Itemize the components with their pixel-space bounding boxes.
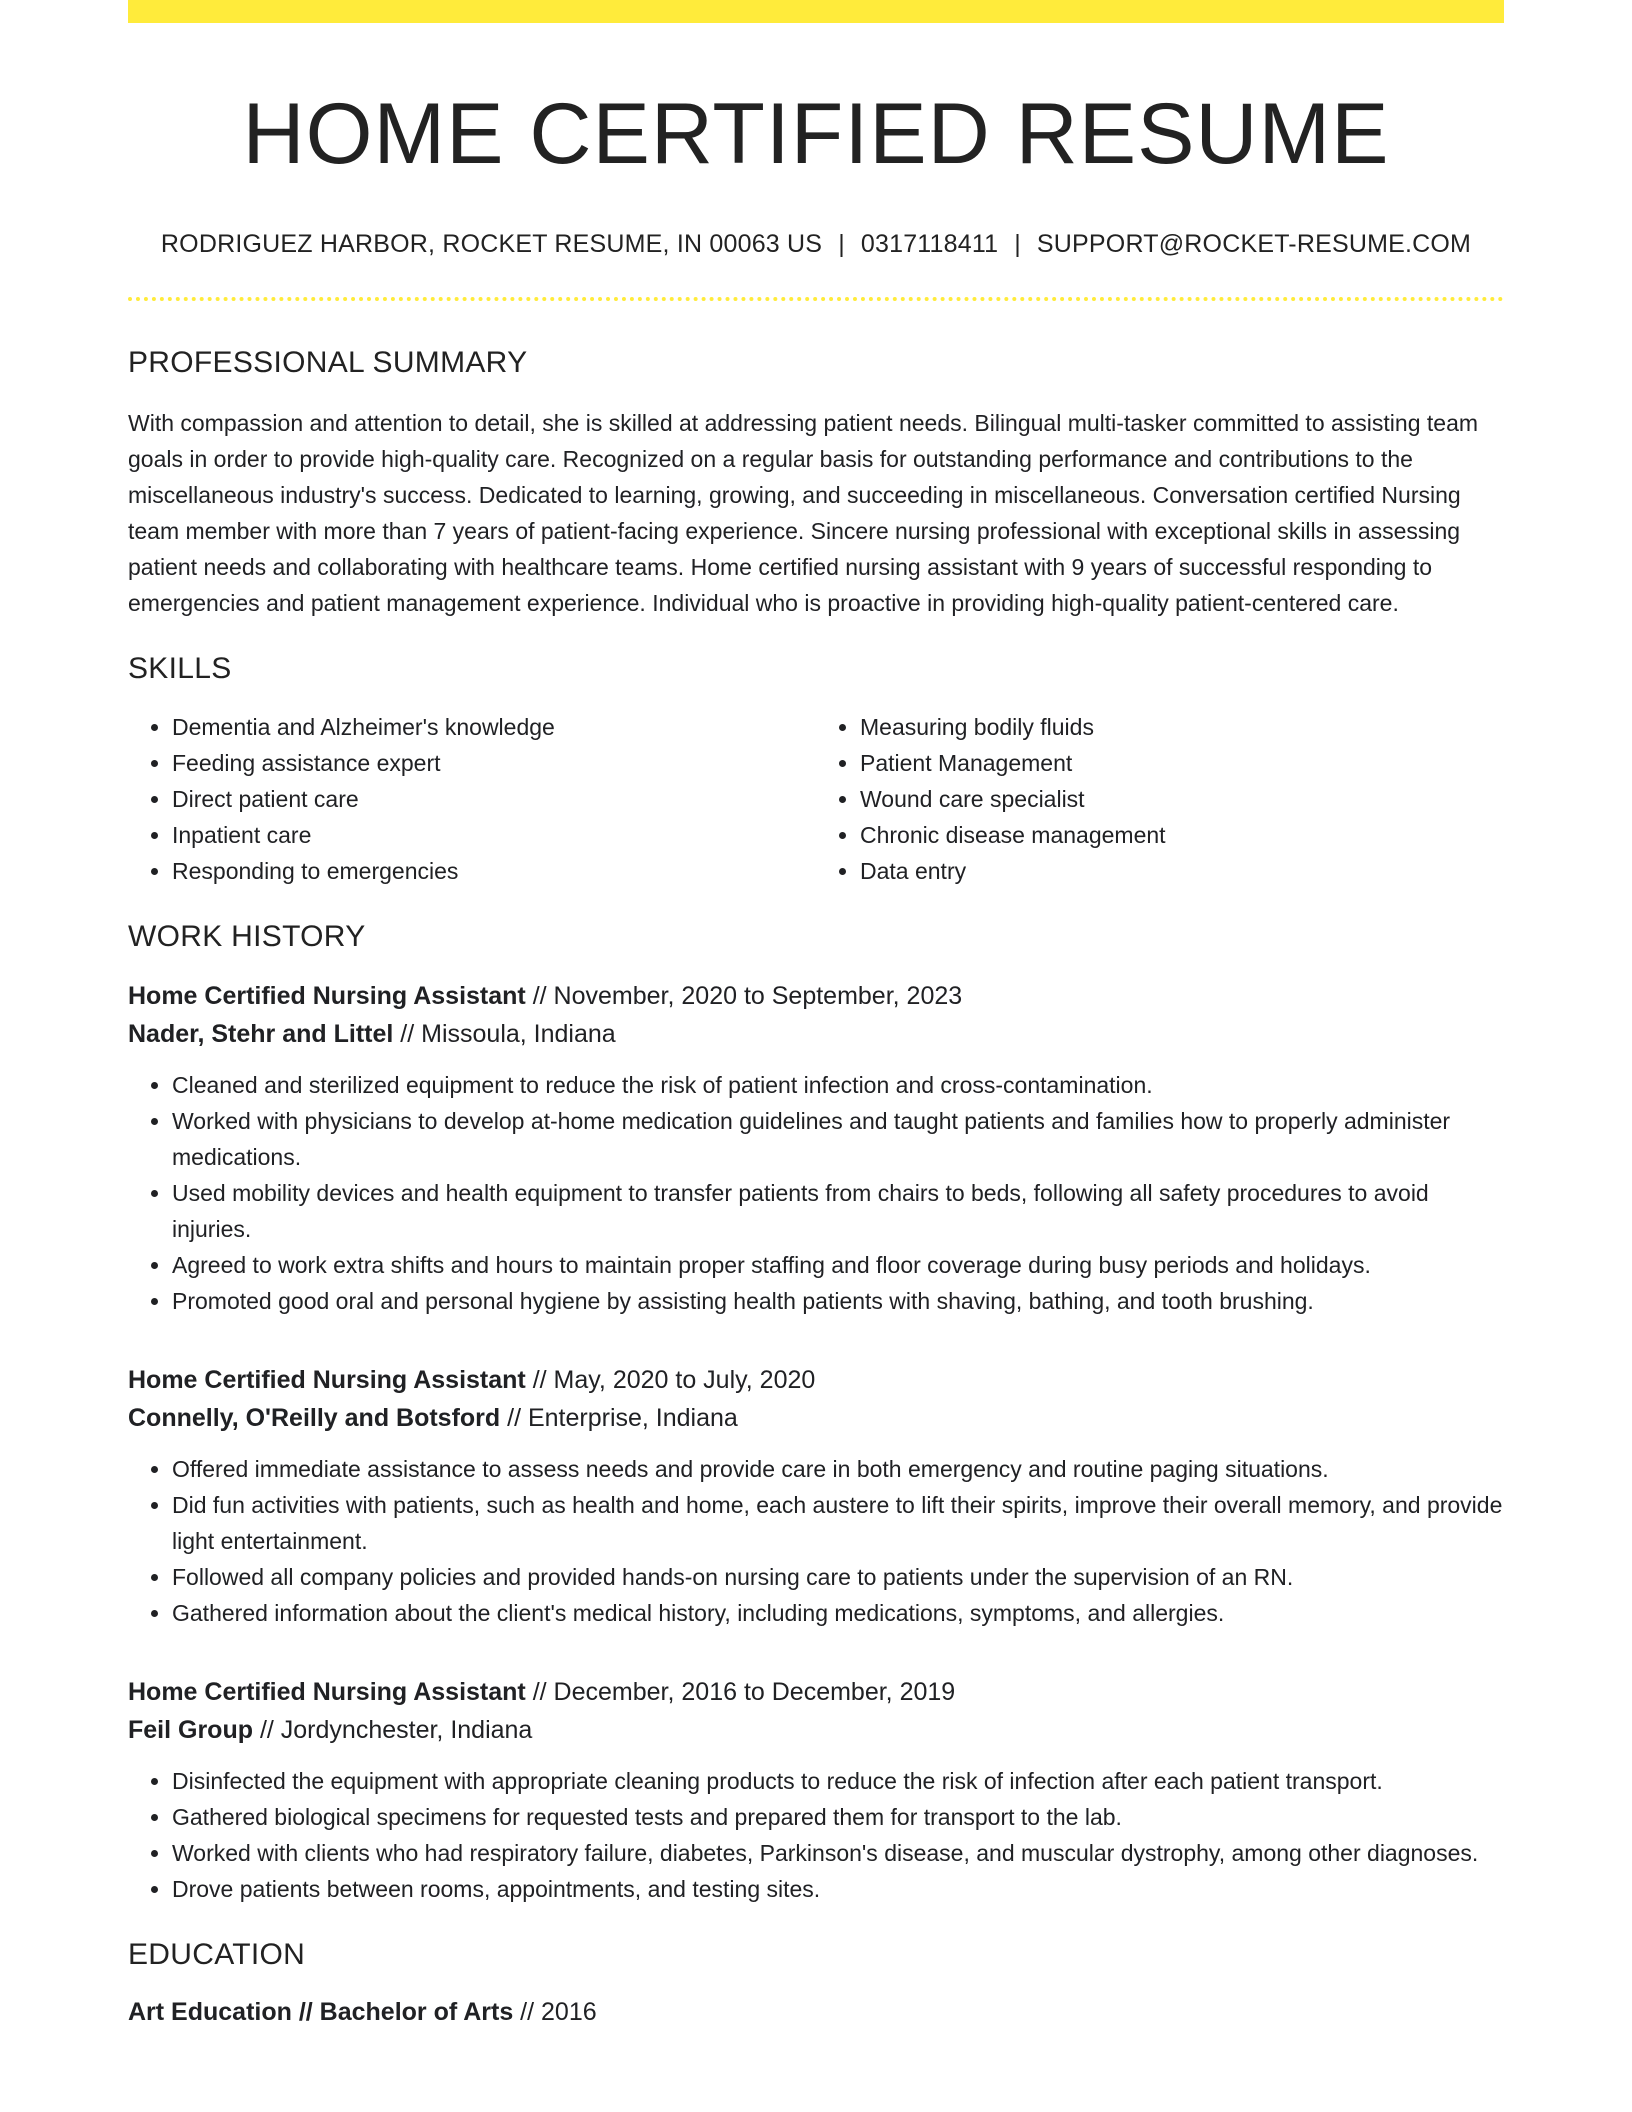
- job-location: // Enterprise, Indiana: [500, 1404, 738, 1433]
- job-dates: // December, 2016 to December, 2019: [525, 1678, 956, 1707]
- dotted-divider: [128, 297, 1504, 301]
- skill-item: • Patient Management: [860, 745, 1504, 781]
- job-role: Home Certified Nursing Assistant: [128, 1678, 526, 1707]
- job-bullet: • Gathered biological specimens for requested tests and prepared them for transport to the lab.: [172, 1799, 1504, 1835]
- skill-item: • Dementia and Alzheimer's knowledge: [172, 709, 816, 745]
- job-bullet: • Agreed to work extra shifts and hours to maintain proper staffing and floor coverage during busy periods and holidays.: [172, 1247, 1504, 1283]
- contact-separator: |: [1014, 230, 1021, 259]
- contact-phone: 0317118411: [860, 230, 999, 259]
- job-bullet: • Used mobility devices and health equipment to transfer patients from chairs to beds, following all safety procedures to avoid injuries.: [172, 1175, 1504, 1247]
- job-bullet: • Promoted good oral and personal hygiene by assisting health patients with shaving, bathing, and tooth brushing.: [172, 1283, 1504, 1319]
- job-bullet: • Cleaned and sterilized equipment to reduce the risk of patient infection and cross-contamination.: [172, 1067, 1504, 1103]
- skill-item: • Wound care specialist: [860, 781, 1504, 817]
- job-bullets: [128, 1451, 1504, 1631]
- job-bullet: • Did fun activities with patients, such as health and home, each austere to lift their spirits, improve their overall memory, and provide light entertainment.: [172, 1487, 1504, 1559]
- resume-title: HOME CERTIFIED RESUME: [242, 86, 1390, 182]
- contact-separator: |: [838, 230, 845, 259]
- job-bullet: • Gathered information about the client's medical history, including medications, symptoms, and allergies.: [172, 1595, 1504, 1631]
- resume-page: [128, 0, 1504, 2031]
- job-bullet: • Worked with clients who had respiratory failure, diabetes, Parkinson's disease, and muscular dystrophy, among other diagnoses.: [172, 1835, 1504, 1871]
- job-role: Home Certified Nursing Assistant: [128, 982, 526, 1011]
- work-history-heading: WORK HISTORY: [128, 920, 366, 954]
- job-bullets: [128, 1067, 1504, 1319]
- job-role: Home Certified Nursing Assistant: [128, 1366, 526, 1395]
- job-location: // Missoula, Indiana: [393, 1020, 616, 1049]
- skill-item: • Feeding assistance expert: [172, 745, 816, 781]
- job-bullets: [128, 1763, 1504, 1907]
- job-location: // Jordynchester, Indiana: [253, 1716, 533, 1745]
- job-company-line: [128, 1711, 1504, 1749]
- contact-line: [128, 230, 1504, 259]
- job-entry: [128, 977, 1504, 1319]
- contact-email: SUPPORT@ROCKET-RESUME.COM: [1036, 230, 1472, 259]
- skills-column-right: [816, 709, 1504, 889]
- summary-heading: PROFESSIONAL SUMMARY: [128, 346, 528, 380]
- job-title-line: [128, 1361, 1504, 1399]
- summary-text: With compassion and attention to detail, she is skilled at addressing patient needs. Bilingual multi-tasker committed to assisting team goals in order to provide high-quality care. Recognized on a regular basis for outstanding performance and contributions to the miscellaneous industry's success. Dedicated to learning, growing, and succeeding in miscellaneous. Conversation certified Nursing team member with more than 7 years of patient-facing experience. Sincere nursing professional with exceptional skills in assessing patient needs and collaborating with healthcare teams. Home certified nursing assistant with 9 years of successful responding to emergencies and patient management experience. Individual who is proactive in providing high-quality patient-centered care.: [128, 410, 1479, 617]
- job-title-line: [128, 1673, 1504, 1711]
- job-dates: // May, 2020 to July, 2020: [525, 1366, 816, 1395]
- job-entry: [128, 1361, 1504, 1631]
- job-company: Nader, Stehr and Littel: [128, 1020, 394, 1049]
- skills-list: [128, 709, 1504, 889]
- job-company: Connelly, O'Reilly and Botsford: [128, 1404, 501, 1433]
- job-company: Feil Group: [128, 1716, 253, 1745]
- skills-heading: SKILLS: [128, 652, 232, 686]
- job-title-line: [128, 977, 1504, 1015]
- education-degree: Art Education // Bachelor of Arts: [128, 1998, 514, 2027]
- job-bullet: • Drove patients between rooms, appointments, and testing sites.: [172, 1871, 1504, 1907]
- job-bullet: • Offered immediate assistance to assess needs and provide care in both emergency and routine paging situations.: [172, 1451, 1504, 1487]
- skill-item: • Data entry: [860, 853, 1504, 889]
- job-bullet: • Disinfected the equipment with appropriate cleaning products to reduce the risk of infection after each patient transport.: [172, 1763, 1504, 1799]
- accent-top-bar: [128, 0, 1504, 23]
- education-heading: EDUCATION: [128, 1938, 306, 1972]
- skills-column-left: [128, 709, 816, 889]
- job-company-line: [128, 1015, 1504, 1053]
- job-dates: // November, 2020 to September, 2023: [525, 982, 963, 1011]
- job-bullet: • Followed all company policies and provided hands-on nursing care to patients under the supervision of an RN.: [172, 1559, 1504, 1595]
- job-bullet: • Worked with physicians to develop at-home medication guidelines and taught patients and families how to properly administer medications.: [172, 1103, 1504, 1175]
- job-entry: [128, 1673, 1504, 1907]
- skill-item: • Chronic disease management: [860, 817, 1504, 853]
- skill-item: • Direct patient care: [172, 781, 816, 817]
- education-entry: [128, 1993, 1504, 2031]
- skill-item: • Measuring bodily fluids: [860, 709, 1504, 745]
- skill-item: • Responding to emergencies: [172, 853, 816, 889]
- education-year: // 2016: [513, 1998, 597, 2027]
- skill-item: • Inpatient care: [172, 817, 816, 853]
- job-company-line: [128, 1399, 1504, 1437]
- contact-address: RODRIGUEZ HARBOR, ROCKET RESUME, IN 00063 US: [160, 230, 823, 259]
